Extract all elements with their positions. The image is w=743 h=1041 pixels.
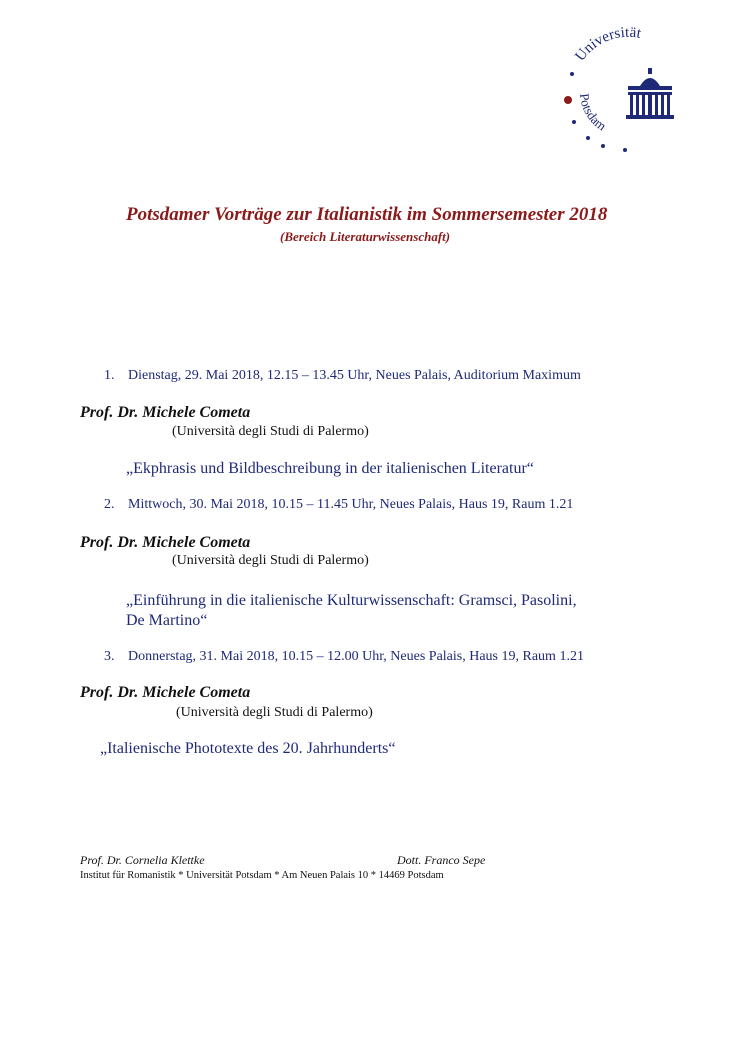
svg-text:Potsdam: [577, 92, 609, 133]
logo-text-potsdam: Potsdam: [576, 92, 610, 134]
session-datetime-location: Mittwoch, 30. Mai 2018, 10.15 – 11.45 Uhr, Neues Palais, Haus 19, Raum 1.21: [128, 497, 574, 512]
svg-text:Universität: [572, 25, 643, 65]
talk-title-line1: „Einführung in die italienische Kulturwissenschaft: Gramsci, Pasolini,: [126, 592, 577, 609]
logo-dot: [570, 72, 574, 76]
logo-red-dot: [564, 96, 572, 104]
session-details: [104, 649, 584, 665]
speaker-name: Prof. Dr. Michele Cometa: [80, 534, 251, 551]
speaker-affiliation: (Università degli Studi di Palermo): [172, 553, 369, 568]
logo-dot: [623, 148, 627, 152]
palace-icon: [626, 68, 674, 119]
session-datetime-location: Dienstag, 29. Mai 2018, 12.15 – 13.45 Uhr, Neues Palais, Auditorium Maximum: [128, 368, 581, 383]
session-number: 3.: [104, 649, 115, 664]
university-logo: [552, 22, 682, 162]
logo-dot: [572, 120, 576, 124]
logo-text-universitaet: Universität: [572, 24, 643, 65]
session-details: [104, 368, 581, 384]
session-number: 2.: [104, 497, 115, 512]
logo-dot: [601, 144, 605, 148]
page-title: Potsdamer Vorträge zur Italianistik im Sommersemester 2018: [126, 204, 608, 225]
speaker-name: Prof. Dr. Michele Cometa: [80, 404, 251, 421]
talk-title: „Ekphrasis und Bildbeschreibung in der italienischen Literatur“: [126, 460, 534, 477]
talk-title: „Italienische Phototexte des 20. Jahrhunderts“: [100, 740, 396, 757]
page-subtitle: (Bereich Literaturwissenschaft): [280, 229, 451, 244]
session-number: 1.: [104, 368, 115, 383]
speaker-affiliation: (Università degli Studi di Palermo): [172, 424, 369, 439]
session-datetime-location: Donnerstag, 31. Mai 2018, 10.15 – 12.00 Uhr, Neues Palais, Haus 19, Raum 1.21: [128, 649, 584, 664]
institute-address: Institut für Romanistik * Universität Potsdam * Am Neuen Palais 10 * 14469 Potsdam: [80, 870, 444, 881]
organizer-right: Dott. Franco Sepe: [397, 853, 486, 867]
session-details: [104, 497, 573, 513]
logo-dot: [586, 136, 590, 140]
speaker-name: Prof. Dr. Michele Cometa: [80, 684, 251, 701]
talk-title-line2: De Martino“: [126, 612, 208, 629]
speaker-affiliation: (Università degli Studi di Palermo): [176, 705, 373, 720]
organizer-left: Prof. Dr. Cornelia Klettke: [80, 853, 205, 867]
